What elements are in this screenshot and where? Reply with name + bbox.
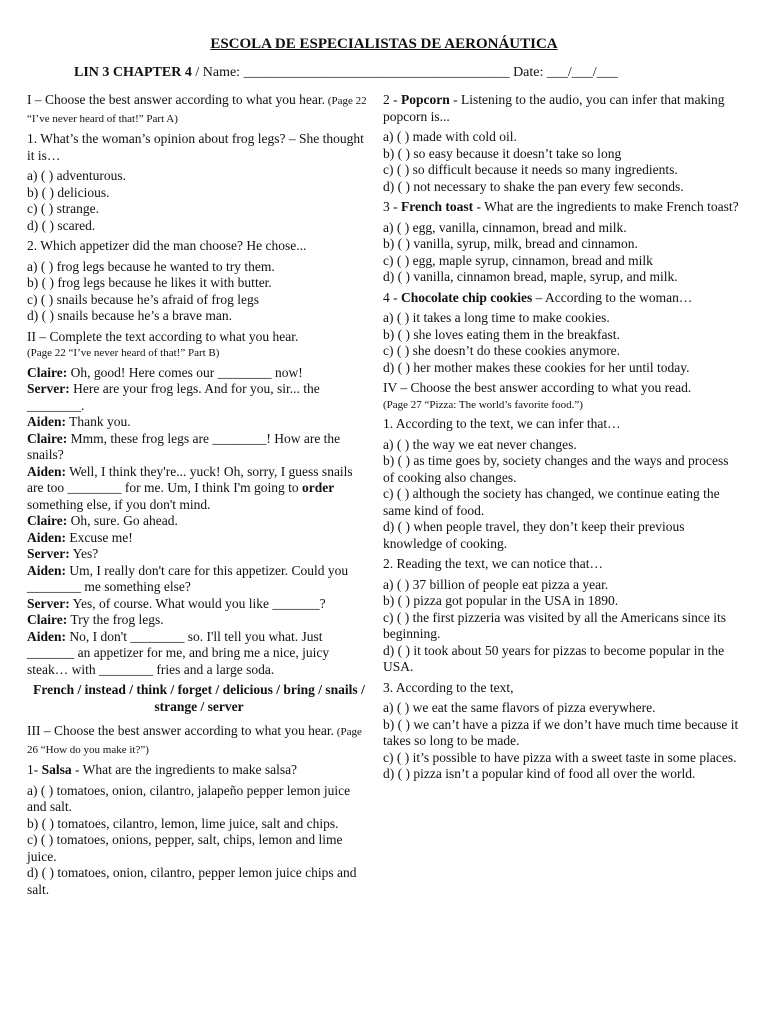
- option[interactable]: c) ( ) it’s possible to have pizza with a sweet taste in some places.: [383, 749, 737, 765]
- option[interactable]: a) ( ) adventurous.: [27, 168, 126, 183]
- option[interactable]: c) ( ) tomatoes, onions, pepper, salt, chips, lemon and lime juice.: [27, 832, 343, 864]
- school-title: ESCOLA DE ESPECIALISTAS DE AERONÁUTICA: [210, 36, 558, 52]
- option[interactable]: a) ( ) it takes a long time to make cookies.: [383, 310, 610, 325]
- reading-1-options: [383, 437, 743, 553]
- right-column: [383, 92, 743, 787]
- question-1-options: [27, 168, 371, 234]
- dialogue-line: [27, 596, 371, 613]
- dialogue-line: [27, 431, 371, 464]
- option[interactable]: c) ( ) strange.: [27, 201, 99, 216]
- reading-question-1: 1. According to the text, we can infer that…: [383, 416, 621, 431]
- line-text: Excuse me!: [66, 529, 133, 545]
- option[interactable]: b) ( ) she loves eating them in the breakfast.: [383, 326, 620, 342]
- option[interactable]: d) ( ) snails because he’s a brave man.: [27, 308, 233, 323]
- line-text: Oh, sure. Go ahead.: [67, 513, 178, 528]
- option[interactable]: b) ( ) frog legs because he likes it with butter.: [27, 275, 272, 290]
- line-text: Well, I think they're... yuck! Oh, sorry, I guess snails are too ________ for me. Um, I think I'm going to: [27, 463, 353, 495]
- option[interactable]: b) ( ) tomatoes, cilantro, lemon, lime juice, salt and chips.: [27, 815, 339, 831]
- section-3-ref: (Page 26 “How do you make it?”): [27, 726, 362, 756]
- order-word: order: [302, 480, 335, 495]
- speaker: Server:: [27, 381, 70, 396]
- section-4-ref: (Page 27 “Pizza: The world’s favorite food.”): [383, 398, 583, 411]
- option[interactable]: a) ( ) tomatoes, onion, cilantro, jalapeño pepper lemon juice and salt.: [27, 782, 351, 814]
- reading-3-options: [383, 700, 743, 783]
- speaker: Aiden:: [27, 562, 67, 578]
- option[interactable]: b) ( ) so easy because it doesn’t take so long: [383, 145, 622, 161]
- dialogue-line: [27, 530, 371, 547]
- option[interactable]: d) ( ) not necessary to shake the pan every few seconds.: [383, 178, 684, 194]
- question-number: 4 -: [383, 289, 401, 305]
- french-toast-options: [383, 220, 743, 286]
- section-3-title: III – Choose the best answer according to what you hear.: [27, 723, 335, 738]
- option[interactable]: b) ( ) we can’t have a pizza if we don’t have much time because it takes so long to be made.: [383, 716, 739, 748]
- question-1: 1. What’s the woman’s opinion about frog legs? – She thought it is…: [27, 131, 364, 163]
- option[interactable]: b) ( ) vanilla, syrup, milk, bread and cinnamon.: [383, 236, 638, 251]
- line-text: Yes?: [69, 546, 99, 561]
- question-popcorn: [383, 92, 743, 125]
- dialogue-line: [27, 365, 371, 382]
- option[interactable]: c) ( ) she doesn’t do these cookies anymore.: [383, 343, 621, 358]
- question-number: 1-: [27, 762, 42, 777]
- question-french-toast: [383, 199, 743, 216]
- reading-question-2: 2. Reading the text, we can notice that…: [383, 556, 604, 571]
- chapter-label: LIN 3 CHAPTER 4: [74, 65, 192, 80]
- cookies-options: [383, 310, 743, 376]
- option[interactable]: a) ( ) 37 billion of people eat pizza a year.: [383, 576, 609, 592]
- word-bank: French / instead / think / forget / delicious / bring / snails / strange / server: [33, 682, 365, 714]
- option[interactable]: b) ( ) pizza got popular in the USA in 1890.: [383, 593, 619, 608]
- question-text: - What are the ingredients to make salsa?: [71, 762, 298, 777]
- dialogue-line: [27, 513, 371, 530]
- option[interactable]: d) ( ) tomatoes, onion, cilantro, pepper lemon juice chips and salt.: [27, 865, 357, 897]
- question-text: - What are the ingredients to make French toast?: [473, 199, 739, 214]
- name-date-line: / Name: ______________________________________ Date: ___/___/___: [191, 65, 618, 80]
- question-text: - Listening to the audio, you can infer that making popcorn is...: [383, 92, 725, 124]
- option[interactable]: d) ( ) it took about 50 years for pizzas to become popular in the USA.: [383, 642, 725, 674]
- option[interactable]: a) ( ) made with cold oil.: [383, 129, 517, 144]
- reading-question-3: 3. According to the text,: [383, 679, 514, 695]
- question-2-options: [27, 259, 371, 325]
- option[interactable]: c) ( ) the first pizzeria was visited by all the Americans since its beginning.: [383, 609, 727, 641]
- option[interactable]: d) ( ) pizza isn’t a popular kind of food all over the world.: [383, 766, 696, 781]
- option[interactable]: a) ( ) egg, vanilla, cinnamon, bread and milk.: [383, 219, 627, 235]
- section-4-title: IV – Choose the best answer according to what you read.: [383, 380, 692, 395]
- option[interactable]: a) ( ) the way we eat never changes.: [383, 436, 577, 452]
- section-3-heading: [27, 723, 371, 758]
- section-1-ref: (Page 22 “I’ve never heard of that!” Part A): [27, 95, 367, 125]
- option[interactable]: b) ( ) delicious.: [27, 184, 110, 200]
- dialogue-line: [27, 563, 371, 596]
- popcorn-options: [383, 129, 743, 195]
- section-2-ref: (Page 22 “I’ve never heard of that!” Part B): [27, 347, 220, 359]
- question-number: 2 -: [383, 92, 401, 107]
- question-cookies: [383, 290, 743, 307]
- speaker: Aiden:: [27, 628, 67, 644]
- line-text: Thank you.: [66, 414, 131, 429]
- question-number: 3 -: [383, 199, 401, 214]
- line-text: Um, I really don't care for this appetizer. Could you ________ me something else?: [27, 562, 349, 594]
- line-text: Oh, good! Here comes our ________ now!: [67, 364, 303, 380]
- speaker: Claire:: [27, 364, 68, 380]
- speaker: Claire:: [27, 430, 68, 446]
- reading-2-options: [383, 577, 743, 676]
- section-1-heading: [27, 92, 371, 127]
- question-topic: Salsa: [41, 762, 72, 777]
- dialogue-line: [27, 546, 371, 563]
- section-1-title: I – Choose the best answer according to what you hear.: [27, 92, 326, 107]
- question-topic: Popcorn: [401, 92, 450, 107]
- line-text: Here are your frog legs. And for you, sir... the ________.: [27, 381, 320, 413]
- option[interactable]: c) ( ) egg, maple syrup, cinnamon, bread and milk: [383, 252, 653, 268]
- dialogue-line: [27, 612, 371, 629]
- dialogue-line: [27, 381, 371, 414]
- question-topic: French toast: [401, 199, 474, 214]
- option[interactable]: c) ( ) snails because he’s afraid of frog legs: [27, 291, 260, 307]
- salsa-options: [27, 783, 371, 899]
- dialogue-line: [27, 464, 371, 514]
- option[interactable]: d) ( ) vanilla, cinnamon bread, maple, syrup, and milk.: [383, 269, 678, 284]
- section-2-title: II – Complete the text according to what you hear.: [27, 328, 299, 344]
- option[interactable]: c) ( ) so difficult because it needs so many ingredients.: [383, 162, 678, 177]
- dialogue: [27, 365, 371, 679]
- option[interactable]: d) ( ) her mother makes these cookies for her until today.: [383, 359, 690, 375]
- speaker: Claire:: [27, 513, 68, 528]
- question-2: 2. Which appetizer did the man choose? He chose...: [27, 238, 307, 253]
- dialogue-line: [27, 414, 371, 431]
- speaker: Server:: [27, 546, 70, 561]
- line-text: something else, if you don't mind.: [27, 496, 211, 512]
- option[interactable]: d) ( ) when people travel, they don’t keep their previous knowledge of cooking.: [383, 519, 685, 551]
- speaker: Aiden:: [27, 463, 67, 479]
- line-text: No, I don't ________ so. I'll tell you what. Just _______ an appetizer for me, and bring me a nice, juicy steak… with ________ fries and a large soda.: [27, 628, 330, 677]
- line-text: Try the frog legs.: [67, 612, 164, 627]
- option[interactable]: a) ( ) frog legs because he wanted to try them.: [27, 258, 275, 274]
- dialogue-line: [27, 629, 371, 679]
- line-text: Mmm, these frog legs are ________! How are the snails?: [27, 430, 341, 462]
- line-text: Yes, of course. What would you like _______?: [69, 595, 326, 611]
- option[interactable]: d) ( ) scared.: [27, 217, 96, 233]
- option[interactable]: b) ( ) as time goes by, society changes and the ways and process of cooking also changes.: [383, 453, 729, 485]
- option[interactable]: a) ( ) we eat the same flavors of pizza everywhere.: [383, 700, 656, 715]
- speaker: Server:: [27, 595, 70, 611]
- speaker: Claire:: [27, 612, 68, 627]
- left-column: [27, 92, 371, 902]
- question-topic: Chocolate chip cookies: [401, 289, 533, 305]
- question-text: – According to the woman…: [532, 289, 693, 305]
- speaker: Aiden:: [27, 529, 67, 545]
- chapter-line: [74, 65, 734, 82]
- question-salsa: [27, 762, 371, 779]
- option[interactable]: c) ( ) although the society has changed, we continue eating the same kind of food.: [383, 486, 720, 518]
- speaker: Aiden:: [27, 414, 67, 429]
